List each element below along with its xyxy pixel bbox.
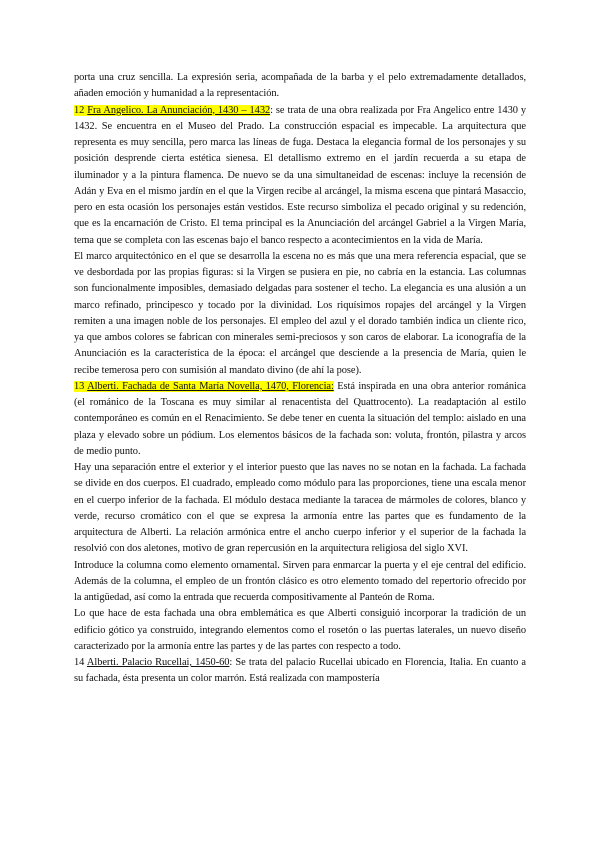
paragraph-text: El marco arquitectónico en el que se desarrolla la escena no es más que una mera referencia espacial, que se ve desbordada por las propias figuras: si la Virgen se pusiera en pie, no cabría en la estancia. Las columnas son funcionalmente imposibles, demasiado delgadas para sostener el techo. La elegancia es una alusión a un marco refinado, principesco y tocado por la divinidad. Los riquísimos ropajes del arcángel y la Virgen remiten a una imagen noble de los personajes. El empleo del azul y el dorado también indica un cliente rico, ya que ambos colores se fabrican con minerales semi-preciosos y son caros de elaborar. La iconografía de la Anunciación es la característica de la época: el arcángel que desciende a la presencia de María, quien le recibe temerosa pero con sumisión al mandato divino (de ahí la pose). xyxy=(74,250,526,376)
paragraph-text: Hay una separación entre el exterior y el interior puesto que las naves no se notan en la fachada. La fachada se divide en dos cuerpos. El cuadrado, empleado como módulo para las proporciones, tiene una escala menor en el cuerpo inferior de la fachada. El módulo destaca mediante la taracea de mármoles de colores, blanco y verde, recurso cromático con el que se expresa la armonía entre las partes que es fundamento de la arquitectura de Alberti. La relación armónica entre el ancho cuerpo inferior y el superior de la fachada la resolvió con dos aletones, motivo de gran repercusión en la arquitectura religiosa del siglo XVI. xyxy=(74,462,526,555)
document-page xyxy=(74,70,526,688)
paragraph-item-14 xyxy=(74,655,526,688)
paragraph-body xyxy=(74,558,526,607)
item-title: Alberti. Fachada de Santa María Novella, 1470, Florencia: xyxy=(87,380,334,392)
paragraph-text: porta una cruz sencilla. La expresión seria, acompañada de la barba y el pelo extremadamente detallados, añaden emoción y humanidad a la representación. xyxy=(74,72,526,100)
paragraph-text: : se trata de una obra realizada por Fra Angelico entre 1430 y 1432. Se encuentra en el Museo del Prado. La construcción espacial es impecable. La arquitectura que representa es muy sencilla, pero marca las líneas de fuga. Destaca la elegancia formal de los personajes y su posición desprende cierta estética sienesa. El detallismo extremo en el jardín recuerda a su etapa de iluminador y a la pintura flamenca. De nuevo se da una simultaneidad de escenas: incluye la recensión de Adán y Eva en el mismo jardín en el que la Virgen recibe al arcángel, la misma escena que pintará Masaccio, pero en esta ocasión los personajes están vestidos. Este recurso simboliza el pecado original y su redención, que es la encarnación de Cristo. El tema principal es la Anunciación del arcángel Gabriel a la Virgen María, tema que se completa con las escenas bajo el banco respecto a acontecimientos en la vida de María. xyxy=(74,104,526,246)
item-number: 12 xyxy=(74,104,85,116)
item-number: 13 xyxy=(74,380,85,392)
paragraph-text: Introduce la columna como elemento ornamental. Sirven para enmarcar la puerta y el eje central del edificio. Además de la columna, el empleo de un frontón clásico es otro elemento tomado del repertorio ofrecido por la antigüedad, así como la entrada que recuerda compositivamente al Panteón de Roma. xyxy=(74,559,526,603)
paragraph-body xyxy=(74,249,526,379)
paragraph-text: : Se trata del palacio Rucellai ubicado en Florencia, Italia. En cuanto a su fachada, ésta presenta un color marrón. Está realizada con mampostería xyxy=(74,657,526,685)
item-number: 14 xyxy=(74,657,85,668)
paragraph-text: Lo que hace de esta fachada una obra emblemática es que Alberti consiguió incorporar la tradición de un edificio gótico ya construido, integrando elementos como el rosetón o las puertas laterales, un nuevo diseño caracterizado por la armonía entre las partes y de las partes con respecto a todo. xyxy=(74,608,526,652)
paragraph-body xyxy=(74,460,526,558)
paragraph-body xyxy=(74,606,526,655)
paragraph-item-12 xyxy=(74,103,526,249)
paragraph-intro xyxy=(74,70,526,103)
paragraph-text: Está inspirada en una obra anterior románica (el románico de la Toscana es muy similar al renacentista del Quattrocento). La readaptación al estilo contemporáneo es común en el Renacimiento. Se debe tener en cuenta la situación del templo: aislado en una plaza y elevado sobre un pódium. Los elementos básicos de la fachada son: voluta, frontón, pilastra y arcos de medio punto. xyxy=(74,380,526,457)
item-title: Alberti. Palacio Rucellai, 1450-60 xyxy=(86,657,230,668)
item-title: Fra Angelico. La Anunciación, 1430 – 1432 xyxy=(87,104,271,116)
paragraph-item-13 xyxy=(74,379,526,460)
